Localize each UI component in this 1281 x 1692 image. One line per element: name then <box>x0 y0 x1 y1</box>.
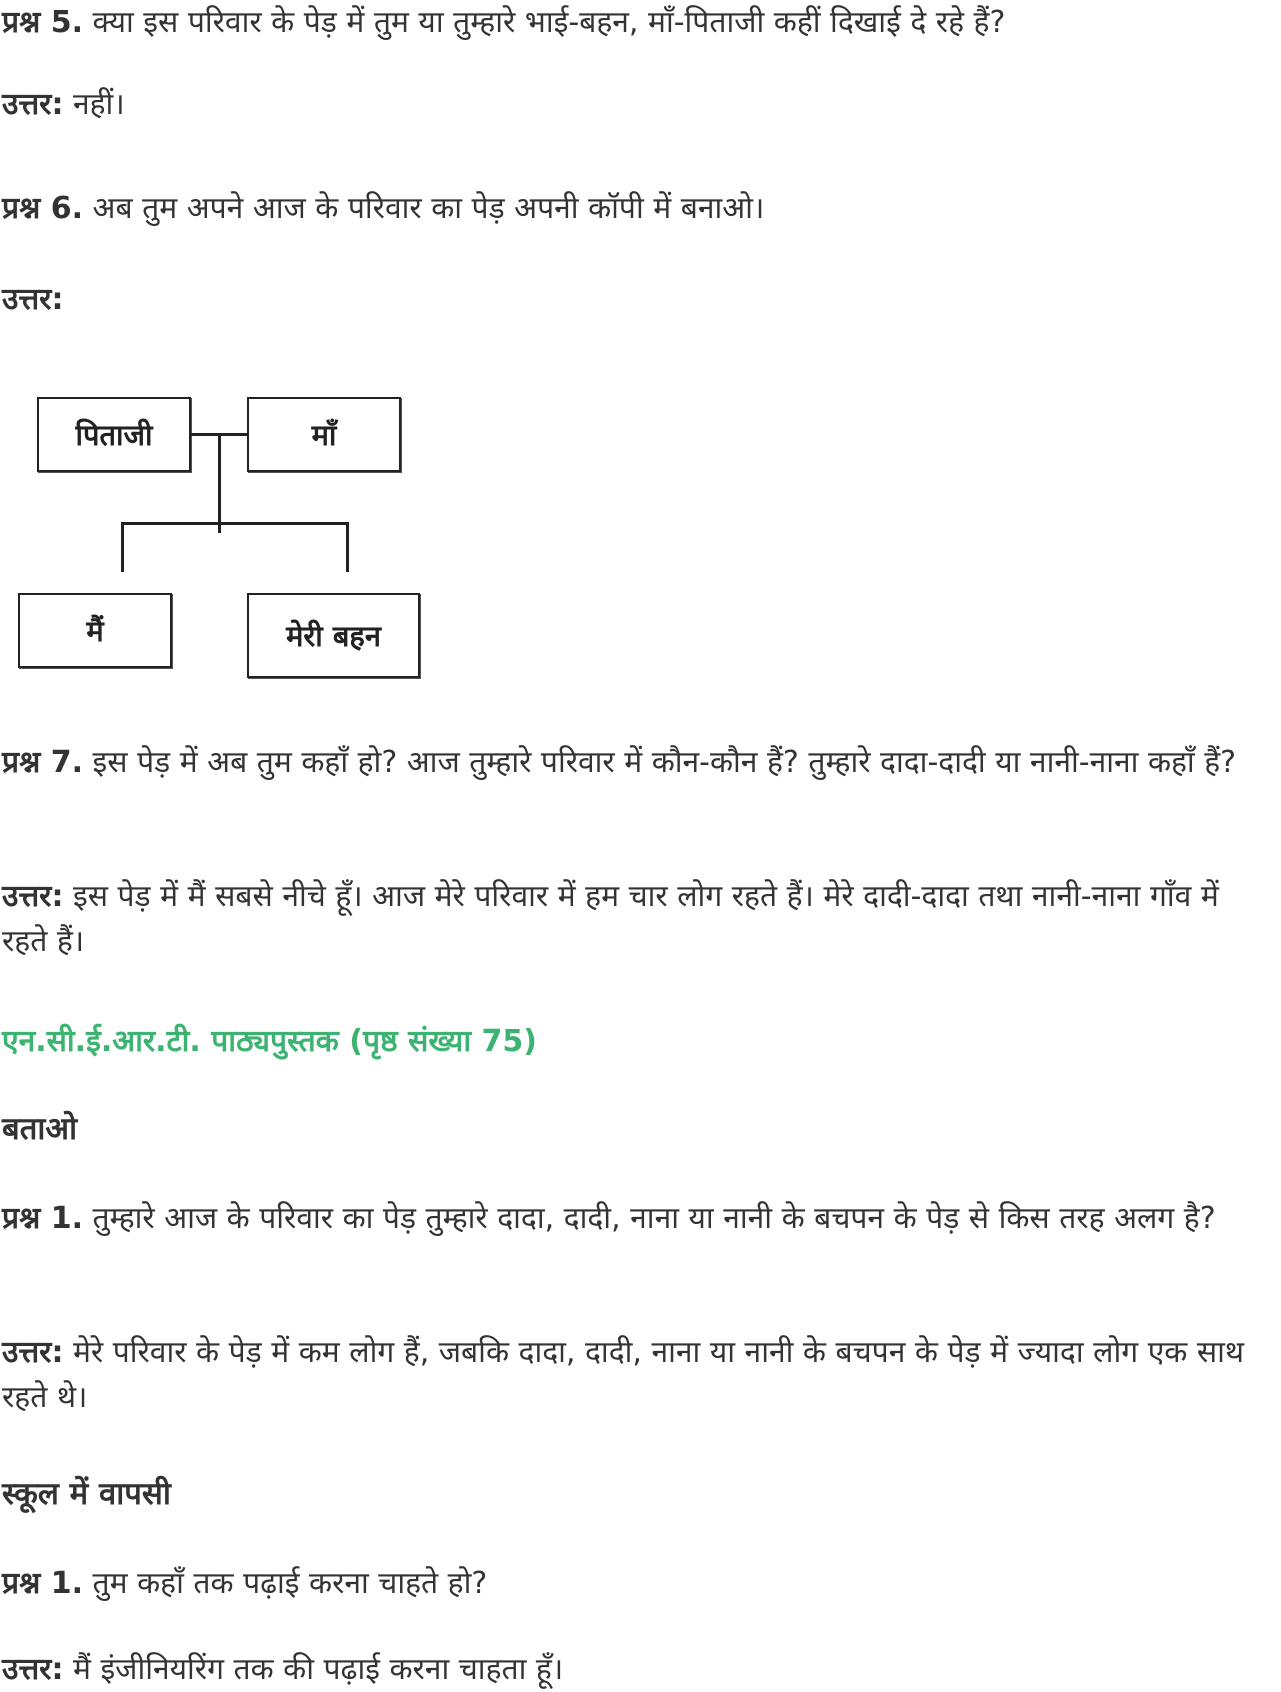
subsection-heading-batao: बताओ <box>2 1111 78 1147</box>
tree-node-label: पिताजी <box>75 418 153 452</box>
answer-label: उत्तर: <box>2 282 64 317</box>
subsection-heading-school-return: स्कूल में वापसी <box>2 1476 171 1512</box>
answer-label: उत्तर: <box>2 879 64 914</box>
question-5 <box>2 0 1272 45</box>
tree-connector-children <box>121 522 348 525</box>
question-label: प्रश्न 1. <box>2 1566 83 1601</box>
answer-label: उत्तर: <box>2 1652 64 1687</box>
question-label: प्रश्न 1. <box>2 1201 83 1236</box>
tree-node-label: मैं <box>86 614 104 648</box>
question-text: इस पेड़ में अब तुम कहाँ हो? आज तुम्हारे परिवार में कौन-कौन हैं? तुम्हारे दादा-दादी या नानी-नाना कहाँ हैं? <box>83 745 1237 780</box>
section-heading-textbook: एन.सी.ई.आर.टी. पाठ्यपुस्तक (पृष्ठ संख्या 75) <box>2 1024 538 1059</box>
answer-label: उत्तर: <box>2 87 64 122</box>
tree-node-me <box>18 593 172 668</box>
tree-node-label: मेरी बहन <box>286 619 381 653</box>
tree-node-label: माँ <box>311 418 337 452</box>
answer-7 <box>2 874 1272 964</box>
tree-connector-right <box>346 522 349 572</box>
section1-answer-1 <box>2 1330 1272 1420</box>
question-label: प्रश्न 7. <box>2 745 83 780</box>
answer-text: इस पेड़ में मैं सबसे नीचे हूँ। आज मेरे परिवार में हम चार लोग रहते हैं। मेरे दादी-दादा तथा नानी-नाना गाँव में रहते हैं। <box>2 879 1219 959</box>
question-text: तुम्हारे आज के परिवार का पेड़ तुम्हारे दादा, दादी, नाना या नानी के बचपन के पेड़ से किस तरह अलग है? <box>83 1201 1216 1236</box>
question-text: तुम कहाँ तक पढ़ाई करना चाहते हो? <box>83 1566 488 1601</box>
question-7 <box>2 740 1272 785</box>
question-text: क्या इस परिवार के पेड़ में तुम या तुम्हारे भाई-बहन, माँ-पिताजी कहीं दिखाई दे रहे हैं? <box>83 5 1006 40</box>
answer-5 <box>2 82 1272 127</box>
section2-question-1 <box>2 1561 1272 1606</box>
tree-node-mother <box>247 397 401 472</box>
question-text: अब तुम अपने आज के परिवार का पेड़ अपनी कॉपी में बनाओ। <box>83 191 765 226</box>
section2-answer-1 <box>2 1647 1272 1692</box>
tree-node-father <box>37 397 191 472</box>
answer-text: मैं इंजीनियरिंग तक की पढ़ाई करना चाहता हूँ। <box>63 1652 564 1687</box>
tree-connector-trunk <box>218 434 221 533</box>
tree-node-sister <box>247 593 420 678</box>
family-tree-diagram <box>0 380 440 690</box>
answer-label: उत्तर: <box>2 1335 64 1370</box>
tree-connector-left <box>121 522 124 572</box>
answer-text: नहीं। <box>63 87 125 122</box>
question-label: प्रश्न 5. <box>2 5 83 40</box>
question-6 <box>2 186 1272 231</box>
question-label: प्रश्न 6. <box>2 191 83 226</box>
answer-6 <box>2 277 1272 322</box>
section1-question-1 <box>2 1196 1272 1241</box>
answer-text: मेरे परिवार के पेड़ में कम लोग हैं, जबकि दादा, दादी, नाना या नानी के बचपन के पेड़ में ज्यादा लोग एक साथ रहते थे। <box>2 1335 1245 1415</box>
